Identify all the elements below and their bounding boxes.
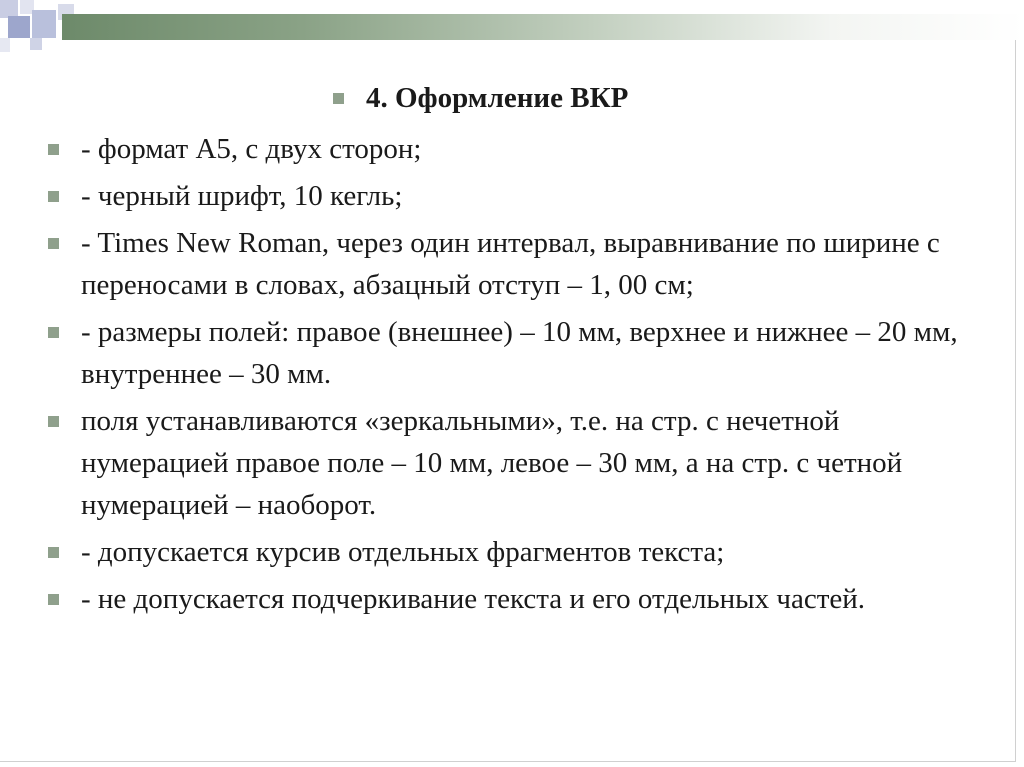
list-item <box>48 400 978 526</box>
list-item-text: - не допускается подчеркивание текста и его отдельных частей. <box>81 583 866 615</box>
list-item-text: - формат А5, с двух сторон; <box>81 133 422 165</box>
decorative-square <box>8 16 30 38</box>
list-item <box>48 578 978 620</box>
slide-title: 4. Оформление ВКР <box>366 82 629 114</box>
list-item-text: - допускается курсив отдельных фрагментов текста; <box>81 536 725 568</box>
bullet-square-icon <box>48 144 59 155</box>
list-item <box>48 175 978 217</box>
decorative-square <box>32 10 56 38</box>
list-item-text: - Times New Roman, через один интервал, выравнивание по ширине с переносами в словах, абзацный отступ – 1, 00 см; <box>81 227 940 301</box>
bullet-square-icon <box>48 547 59 558</box>
list-item <box>48 531 978 573</box>
list-item <box>48 222 978 306</box>
list-item <box>48 128 978 170</box>
bullet-square-icon <box>48 594 59 605</box>
title-row <box>333 80 628 116</box>
bullet-square-icon <box>48 191 59 202</box>
header-gradient-band <box>62 14 1024 40</box>
list-item-text: - черный шрифт, 10 кегль; <box>81 180 403 212</box>
bullet-square-icon <box>48 327 59 338</box>
list-item-text: - размеры полей: правое (внешнее) – 10 мм, верхнее и нижнее – 20 мм, внутреннее – 30 мм. <box>81 316 958 390</box>
bullet-square-icon <box>333 93 344 104</box>
list-item <box>48 311 978 395</box>
list-item-text: поля устанавливаются «зеркальными», т.е. на стр. с нечетной нумерацией правое поле – 10 мм, левое – 30 мм, а на стр. с четной нумерацией – наоборот. <box>81 405 903 521</box>
bullet-square-icon <box>48 416 59 427</box>
bullet-list <box>48 128 978 625</box>
bullet-square-icon <box>48 238 59 249</box>
